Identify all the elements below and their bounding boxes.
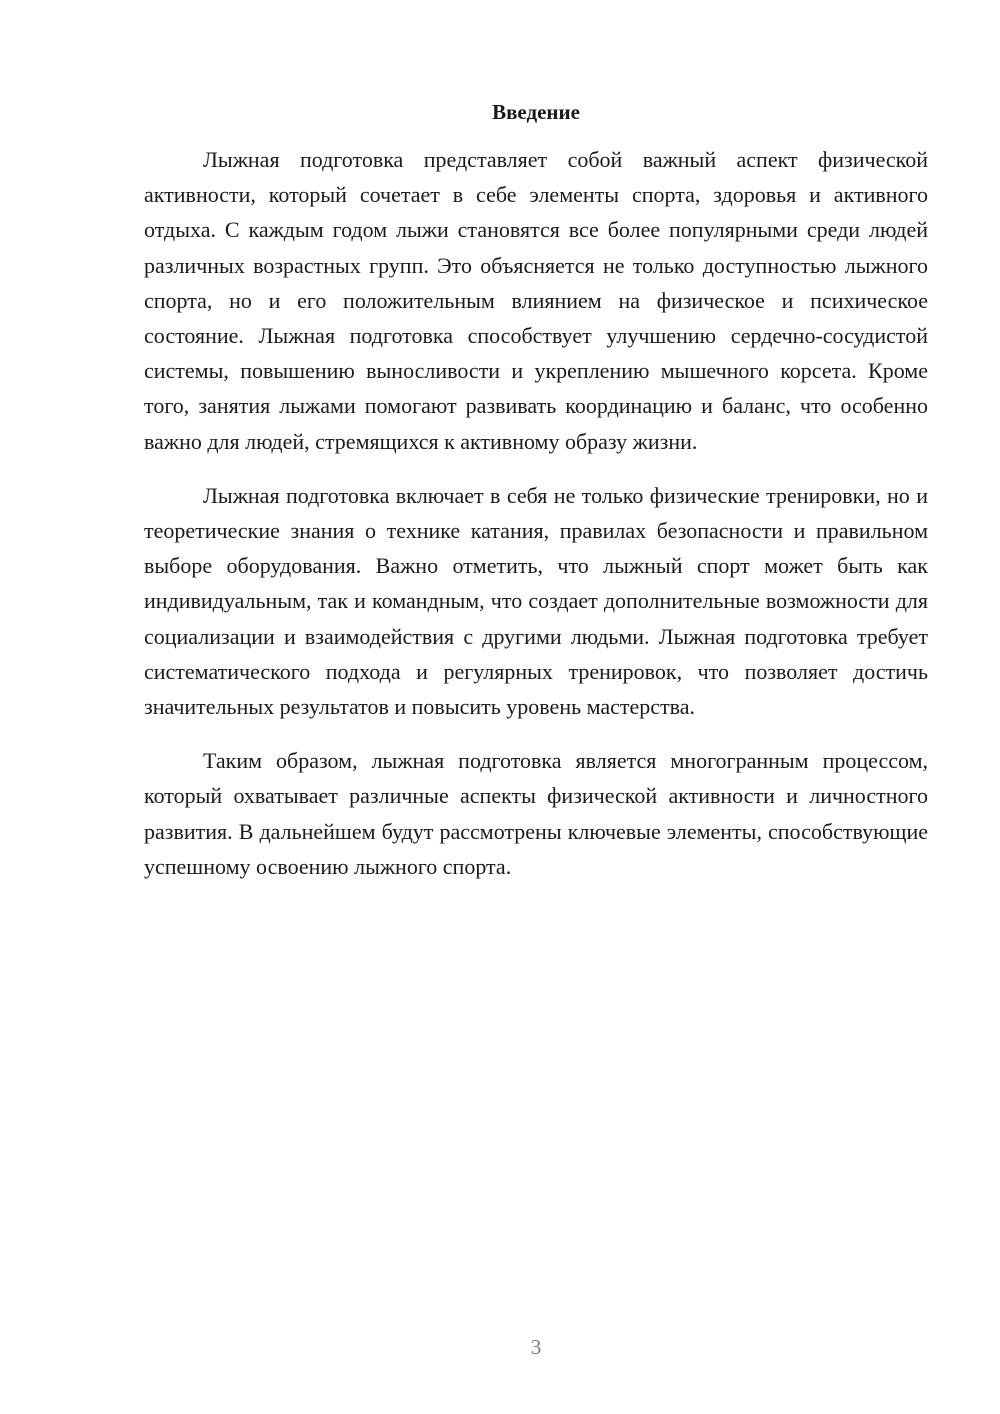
paragraph-2: Лыжная подготовка включает в себя не только физические тренировки, но и теоретические знания о технике катания, правилах безопасности и правильном выборе оборудования. Важно отметить, что лыжный спорт может быть как индивидуальным, так и командным, что создает дополнительные возможности для социализации и взаимодействия с другими людьми. Лыжная подготовка требует систематического подхода и регулярных тренировок, что позволяет достичь значительных результатов и повысить уровень мастерства.: [144, 482, 928, 720]
paragraph-3: Таким образом, лыжная подготовка является многогранным процессом, который охватывает различные аспекты физической активности и личностного развития. В дальнейшем будут рассмотрены ключевые элементы, способствующие успешному освоению лыжного спорта.: [144, 748, 928, 879]
paragraph-1: Лыжная подготовка представляет собой важный аспект физической активности, который сочетает в себе элементы спорта, здоровья и активного отдыха. С каждым годом лыжи становятся все более популярными среди людей различных возрастных групп. Это объясняется не только доступностью лыжного спорта, но и его положительным влиянием на физическое и психическое состояние. Лыжная подготовка способствует улучшению сердечно-сосудистой системы, повышению выносливости и укреплению мышечного корсета. Кроме того, занятия лыжами помогают развивать координацию и баланс, что особенно важно для людей, стремящихся к активному образу жизни.: [144, 147, 928, 454]
page-number: 3: [530, 1335, 542, 1359]
document-body: [144, 142, 928, 903]
page-title: Введение: [492, 100, 580, 124]
